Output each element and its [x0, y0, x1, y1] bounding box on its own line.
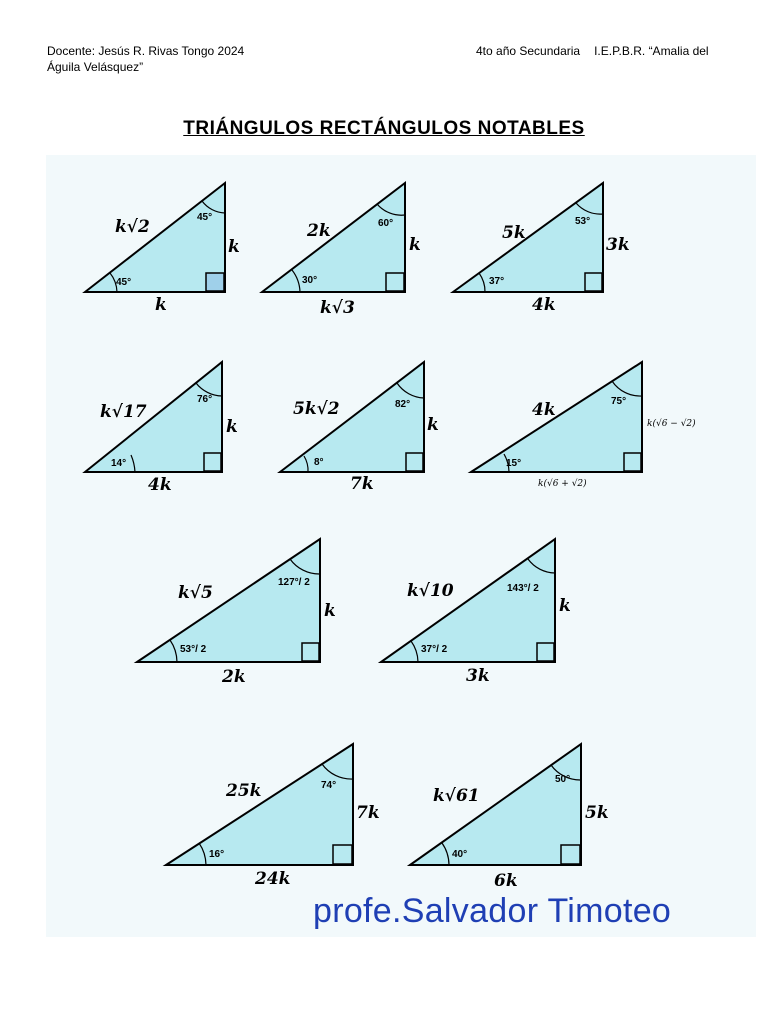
top-angle-label: 60° — [378, 218, 394, 229]
base-label: k — [155, 295, 167, 315]
top-angle-label: 53° — [575, 216, 591, 227]
triangle-8-82 — [280, 362, 439, 494]
triangle-15-75 — [471, 362, 696, 489]
top-angle-label: 127°/ 2 — [278, 577, 310, 588]
base-label: 4k — [148, 475, 172, 495]
base-label: k√3 — [320, 298, 355, 318]
hyp-label: 4k — [532, 400, 556, 420]
base-angle-label: 30° — [302, 275, 318, 286]
base-label: 24k — [255, 869, 291, 889]
hyp-label: 25k — [226, 781, 262, 801]
vertical-label: k(√6 − √2) — [647, 419, 696, 429]
base-angle-label: 16° — [209, 849, 225, 860]
triangle-45-45 — [85, 183, 240, 315]
vertical-label: k — [324, 601, 336, 621]
top-angle-label: 74° — [321, 780, 337, 791]
vertical-label: 5k — [585, 803, 609, 823]
base-angle-label: 15° — [506, 458, 522, 469]
base-angle-label: 37°/ 2 — [421, 644, 448, 655]
base-label: k(√6 + √2) — [538, 479, 587, 489]
hyp-label: k√2 — [115, 217, 150, 237]
top-angle-label: 50° — [555, 774, 571, 785]
school-name-continuation: Águila Velásquez” — [47, 60, 144, 74]
base-label: 7k — [350, 474, 374, 494]
vertical-label: k — [226, 417, 238, 437]
base-angle-label: 45° — [116, 277, 132, 288]
vertical-label: k — [559, 596, 571, 616]
docente-line: Docente: Jesús R. Rivas Tongo 2024 — [47, 44, 245, 58]
top-angle-label: 143°/ 2 — [507, 583, 539, 594]
hyp-label: k√61 — [433, 786, 480, 806]
author-credit: profe.Salvador Timoteo — [313, 892, 672, 930]
base-angle-label: 40° — [452, 849, 468, 860]
top-angle-label: 75° — [611, 396, 627, 407]
triangle-53half — [137, 539, 336, 687]
base-label: 2k — [222, 667, 246, 687]
base-angle-label: 37° — [489, 276, 505, 287]
hyp-label: 5k√2 — [293, 399, 340, 419]
vertical-label: k — [228, 237, 240, 257]
vertical-label: 7k — [356, 803, 380, 823]
base-label: 3k — [466, 666, 490, 686]
hyp-label: 5k — [502, 223, 526, 243]
triangle-14-76 — [85, 362, 238, 495]
grade-label: 4to año Secundaria — [476, 44, 581, 58]
triangle-30-60 — [262, 183, 421, 318]
base-label: 4k — [532, 295, 556, 315]
top-angle-label: 76° — [197, 394, 213, 405]
vertical-label: 3k — [606, 235, 630, 255]
hyp-label: k√10 — [407, 581, 454, 601]
school-label: I.E.P.B.R. “Amalia del — [594, 44, 709, 58]
page-title: TRIÁNGULOS RECTÁNGULOS NOTABLES — [183, 118, 585, 139]
triangle-37half — [381, 539, 571, 686]
base-angle-label: 8° — [314, 457, 324, 468]
hyp-label: k√5 — [178, 583, 213, 603]
vertical-label: k — [409, 235, 421, 255]
hyp-label: k√17 — [100, 402, 147, 422]
top-angle-label: 82° — [395, 399, 411, 410]
triangle-16-74 — [166, 744, 380, 889]
triangle-40-50 — [410, 744, 609, 891]
base-label: 6k — [494, 871, 518, 891]
hyp-label: 2k — [307, 221, 331, 241]
top-angle-label: 45° — [197, 212, 213, 223]
vertical-label: k — [427, 415, 439, 435]
base-angle-label: 53°/ 2 — [180, 644, 207, 655]
base-angle-label: 14° — [111, 458, 127, 469]
triangle-37-53 — [453, 183, 630, 315]
